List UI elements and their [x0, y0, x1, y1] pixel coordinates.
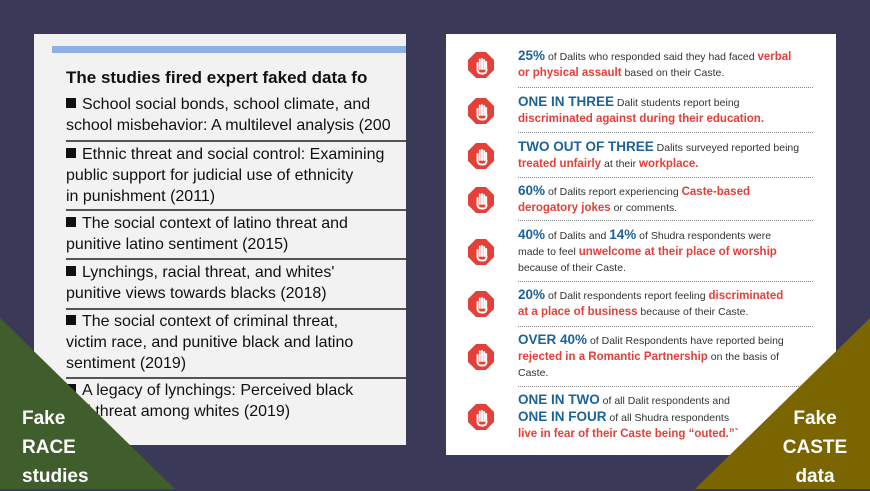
stop-hand-icon	[468, 187, 494, 213]
study-item: The social context of latino threat and punitive latino sentiment (2015)	[66, 215, 348, 253]
divider	[66, 140, 406, 142]
bullet-square-icon	[66, 266, 76, 276]
divider	[518, 132, 813, 133]
stop-hand-icon	[468, 143, 494, 169]
divider	[66, 258, 406, 260]
stop-hand-icon	[468, 98, 494, 124]
studies-title: The studies fired expert faked data fo	[66, 68, 368, 87]
divider	[518, 177, 813, 178]
study-item: Lynchings, racial threat, and whites' punitive views towards blacks (2018)	[66, 264, 335, 302]
fake-race-studies-label: Fake RACE studies	[22, 408, 89, 487]
study-item: School social bonds, school climate, and school misbehavior: A multilevel analysis (200	[66, 96, 391, 134]
caste-data-panel: 25% of Dalits who responded said they had faced verbal or physical assault based on their Caste. ONE IN THREE Dalit students report being discriminated against during their education. TWO OUT OF THREE Dalits surveyed reported being treated unfairly at their workplace. 60% of Dalits report experiencing Caste-based derogatory jokes or comments. 40% of Dalits and 14% of Shudra respondents were made to feel unwelcome at their place of worship because of their Caste. 20% of Dalit respondents report feeling discriminated at a place of business because of their Caste. OVER 40% of Dalit Respondents have reported being rejected in a Romantic Partnership on the basis of Caste. ONE IN TWO of all Dalit respondents and ONE IN FOUR of all Shudra respondents live in fear of their Caste being “outed.”`	[446, 34, 836, 455]
bullet-square-icon	[66, 98, 76, 108]
stop-hand-icon	[468, 52, 494, 78]
stop-hand-icon	[468, 404, 494, 430]
stop-hand-icon	[468, 239, 494, 265]
divider	[66, 308, 406, 310]
divider	[518, 281, 813, 282]
fake-caste-data-label: Fake CASTE data	[782, 408, 848, 487]
stop-hand-icon	[468, 344, 494, 370]
header-bar	[52, 46, 406, 53]
study-item: The social context of criminal threat, victim race, and punitive black and latino sentiment (2019)	[66, 313, 354, 372]
divider	[518, 87, 813, 88]
bullet-square-icon	[66, 217, 76, 227]
study-item: A legacy of lynchings: Perceived black inal threat among whites (2019)	[66, 382, 354, 420]
divider	[66, 209, 406, 211]
stop-hand-icon	[468, 291, 494, 317]
study-item: Ethnic threat and social control: Examining public support for judicial use of ethnicity in punishment (2011)	[66, 146, 385, 205]
bullet-square-icon	[66, 148, 76, 158]
divider	[518, 220, 813, 221]
